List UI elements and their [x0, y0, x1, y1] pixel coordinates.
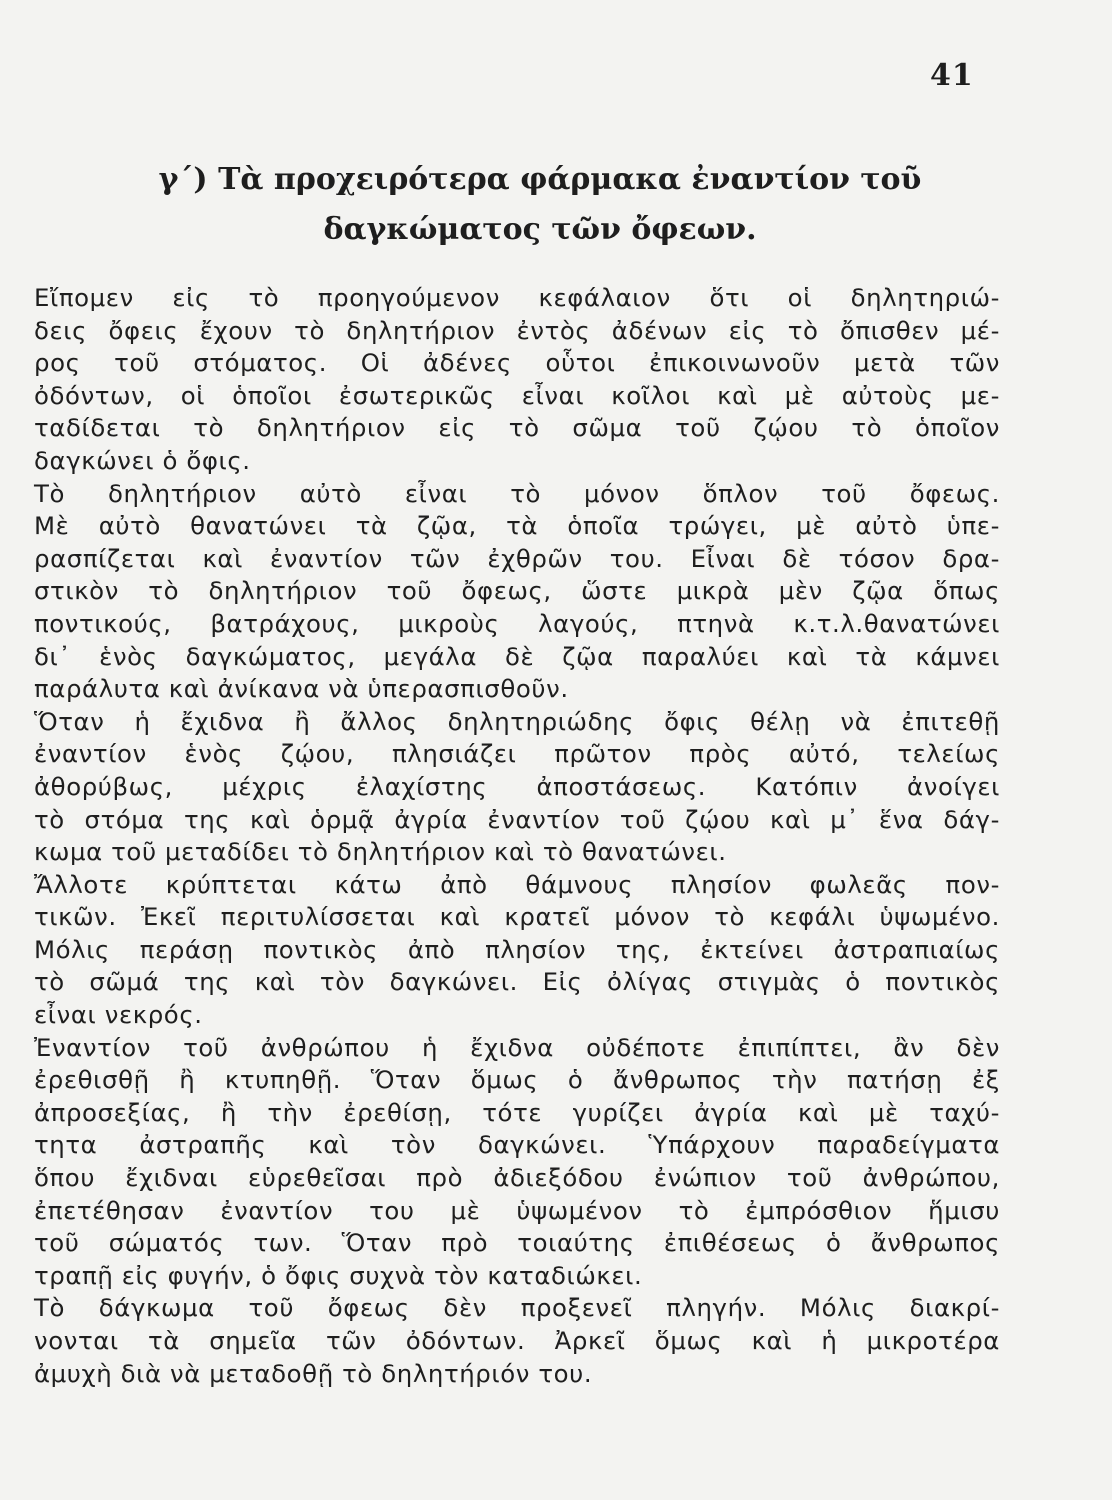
text-line: ποντικούς, βατράχους, μικροὺς λαγούς, πτηνὰ κ.τ.λ.θανατώνει: [34, 608, 1000, 638]
text-line: ἀθορύβως, μέχρις ἐλαχίστης ἀποστάσεως. Κατόπιν ἀνοίγει: [34, 771, 1000, 801]
text-line: Τὸ δάγκωμα τοῦ ὄφεως δὲν προξενεῖ πληγήν. Μόλις διακρί-: [34, 1293, 1000, 1323]
text-line: Μόλις περάσῃ ποντικὸς ἀπὸ πλησίον της, ἐκτείνει ἀστραπιαίως: [34, 934, 1000, 964]
paragraph: [34, 282, 1000, 478]
text-line: ρασπίζεται καὶ ἐναντίον τῶν ἐχθρῶν του. Εἶναι δὲ τόσον δρα-: [34, 543, 1000, 573]
text-line: εἶναι νεκρός.: [34, 1000, 203, 1030]
body-text: [34, 282, 1000, 1390]
text-line: τὸ στόμα της καὶ ὁρμᾷ ἀγρία ἐναντίον τοῦ ζῴου καὶ μ᾽ ἕνα δάγ-: [34, 804, 1000, 834]
text-line: δαγκώνει ὁ ὄφις.: [34, 445, 251, 475]
text-line: τικῶν. Ἐκεῖ περιτυλίσσεται καὶ κρατεῖ μόνον τὸ κεφάλι ὑψωμένο.: [34, 902, 1000, 932]
text-line: ρος τοῦ στόματος. Οἱ ἀδένες οὗτοι ἐπικοινωνοῦν μετὰ τῶν: [34, 348, 1000, 378]
text-line: παράλυτα καὶ ἀνίκανα νὰ ὑπερασπισθοῦν.: [34, 674, 569, 704]
text-line: ἐναντίον ἑνὸς ζῴου, πλησιάζει πρῶτον πρὸς αὐτό, τελείως: [34, 739, 1000, 769]
text-line: Ἐναντίον τοῦ ἀνθρώπου ἡ ἔχιδνα οὐδέποτε ἐπιπίπτει, ἂν δὲν: [34, 1032, 1000, 1062]
text-line: Εἴπομεν εἰς τὸ προηγούμενον κεφάλαιον ὅτι οἱ δηλητηριώ-: [34, 283, 1000, 312]
text-line: τραπῇ εἰς φυγήν, ὁ ὄφις συχνὰ τὸν καταδιώκει.: [34, 1260, 643, 1290]
heading-line: δαγκώματος τῶν ὄφεων.: [323, 212, 757, 247]
paragraph: [34, 1292, 1000, 1390]
heading-line: γ΄) Τὰ προχειρότερα φάρμακα ἐναντίον τοῦ: [158, 162, 922, 197]
paragraph: [34, 869, 1000, 1032]
section-heading: [100, 155, 980, 255]
text-line: τὸ σῶμά της καὶ τὸν δαγκώνει. Εἰς ὀλίγας στιγμὰς ὁ ποντικὸς: [34, 967, 1000, 997]
text-line: τοῦ σώματός των. Ὅταν πρὸ τοιαύτης ἐπιθέσεως ὁ ἄνθρωπος: [34, 1228, 1000, 1258]
text-line: ἐπετέθησαν ἐναντίον του μὲ ὑψωμένον τὸ ἐμπρόσθιον ἥμισυ: [34, 1195, 1000, 1225]
text-line: Τὸ δηλητήριον αὐτὸ εἶναι τὸ μόνον ὅπλον τοῦ ὄφεως.: [34, 478, 1000, 508]
text-line: ὀδόντων, οἱ ὁποῖοι ἐσωτερικῶς εἶναι κοῖλοι καὶ μὲ αὐτοὺς με-: [34, 380, 1000, 410]
text-line: ἐρεθισθῇ ἢ κτυπηθῇ. Ὅταν ὅμως ὁ ἄνθρωπος τὴν πατήσῃ ἐξ: [34, 1065, 1000, 1095]
text-line: ἀμυχὴ διὰ νὰ μεταδοθῇ τὸ δηλητήριόν του.: [34, 1358, 593, 1388]
text-line: ἀπροσεξίας, ἢ τὴν ἐρεθίσῃ, τότε γυρίζει ἀγρία καὶ μὲ ταχύ-: [34, 1097, 1000, 1127]
text-line: δεις ὄφεις ἔχουν τὸ δηλητήριον ἐντὸς ἀδένων εἰς τὸ ὄπισθεν μέ-: [34, 315, 1000, 345]
text-line: Ὅταν ἡ ἔχιδνα ἢ ἄλλος δηλητηριώδης ὄφις θέλῃ νὰ ἐπιτεθῇ: [34, 706, 1000, 736]
paragraph: [34, 1032, 1000, 1293]
text-line: Μὲ αὐτὸ θανατώνει τὰ ζῷα, τὰ ὁποῖα τρώγει, μὲ αὐτὸ ὑπε-: [34, 511, 1000, 541]
text-line: κωμα τοῦ μεταδίδει τὸ δηλητήριον καὶ τὸ θανατώνει.: [34, 837, 727, 867]
text-line: ὅπου ἔχιδναι εὑρεθεῖσαι πρὸ ἀδιεξόδου ἐνώπιον τοῦ ἀνθρώπου,: [34, 1163, 1000, 1193]
text-line: νονται τὰ σημεῖα τῶν ὀδόντων. Ἀρκεῖ ὅμως καὶ ἡ μικροτέρα: [34, 1326, 1000, 1355]
text-line: ταδίδεται τὸ δηλητήριον εἰς τὸ σῶμα τοῦ ζῴου τὸ ὁποῖον: [34, 413, 1000, 443]
text-line: τητα ἀστραπῆς καὶ τὸν δαγκώνει. Ὑπάρχουν παραδείγματα: [34, 1130, 1000, 1160]
page-number: 41: [930, 58, 974, 93]
text-line: Ἄλλοτε κρύπτεται κάτω ἀπὸ θάμνους πλησίον φωλεᾶς πον-: [34, 869, 1000, 899]
text-line: στικὸν τὸ δηλητήριον τοῦ ὄφεως, ὥστε μικρὰ μὲν ζῷα ὅπως: [34, 576, 1000, 606]
paragraph: [34, 706, 1000, 869]
text-line: δι᾽ ἑνὸς δαγκώματος, μεγάλα δὲ ζῷα παραλύει καὶ τὰ κάμνει: [34, 641, 1000, 671]
paragraph: [34, 478, 1000, 706]
